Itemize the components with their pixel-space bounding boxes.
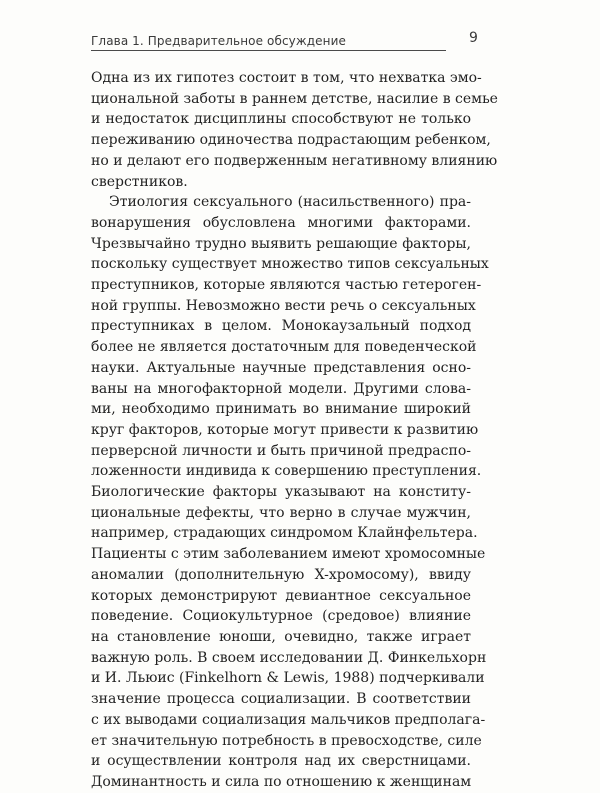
text-line: поведение. Социокультурное (средовое) влияние (91, 608, 471, 625)
running-header (91, 30, 446, 51)
text-line: поскольку существует множество типов сексуальных (91, 256, 489, 273)
text-line: циональные дефекты, что верно в случае мужчин, (91, 504, 471, 521)
text-line: ми, необходимо принимать во внимание широкий (91, 401, 471, 418)
text-line: Пациенты с этим заболеванием имеют хромосомные (91, 546, 486, 563)
text-line: важную роль. В своем исследовании Д. Финкельхорн (91, 649, 487, 666)
text-line: преступников, которые являются частью гетероген- (91, 277, 482, 294)
chapter-title: Глава 1. Предварительное обсуждение (91, 34, 346, 48)
text-line: Биологические факторы указывают на конститу- (91, 484, 471, 501)
text-line: и осуществлении контроля над их сверстницами. (91, 753, 471, 770)
text-line: но и делают его подверженным негативному влиянию (91, 152, 498, 169)
text-line: значение процесса социализации. В соответствии (91, 691, 471, 708)
text-line: науки. Актуальные научные представления осно- (91, 359, 471, 376)
text-line: переживанию одиночества подрастающим ребенком, (91, 132, 491, 149)
text-line: сверстников. (91, 173, 188, 190)
page-number: 9 (469, 30, 478, 46)
text-line: вонарушения обусловлена многими факторами. (91, 214, 471, 231)
text-line: аномалии (дополнительную X-хромосому), ввиду (91, 566, 471, 583)
text-line: более не является достаточным для поведенческой (91, 339, 477, 356)
text-line: на становление юноши, очевидно, также играет (91, 628, 471, 645)
text-line: круг факторов, которые могут привести к развитию (91, 421, 479, 438)
text-line: ложенности индивида к совершению преступления. (91, 463, 482, 480)
body-text (91, 68, 498, 793)
text-line: с их выводами социализация мальчиков предполага- (91, 711, 486, 728)
text-line: преступниках в целом. Монокаузальный подход (91, 318, 471, 335)
text-line: Этиология сексуального (насильственного) пра- (109, 194, 471, 211)
text-line: и недостаток дисциплины способствуют не только (91, 111, 471, 128)
text-line: Чрезвычайно трудно выявить решающие факторы, (91, 235, 471, 252)
text-line: ваны на многофакторной модели. Другими слова- (91, 380, 471, 397)
text-line: ной группы. Невозможно вести речь о сексуальных (91, 297, 476, 314)
text-line: перверсной личности и быть причиной предраспо- (91, 442, 471, 459)
text-line: например, страдающих синдромом Клайнфельтера. (91, 525, 478, 542)
paragraph (91, 68, 498, 192)
text-line: циональной заботы в раннем детстве, насилие в семье (91, 90, 498, 107)
text-line: Доминантность и сила по отношению к женщинам (91, 773, 472, 790)
text-line: ет значительную потребность в превосходстве, силе (91, 732, 482, 749)
text-line: Одна из их гипотез состоит в том, что нехватка эмо- (91, 70, 482, 86)
text-line: и И. Льюис (Finkelhorn & Lewis, 1988) подчеркивали (91, 670, 485, 687)
text-line: которых демонстрируют девиантное сексуальное (91, 587, 471, 604)
paragraph (91, 192, 489, 792)
